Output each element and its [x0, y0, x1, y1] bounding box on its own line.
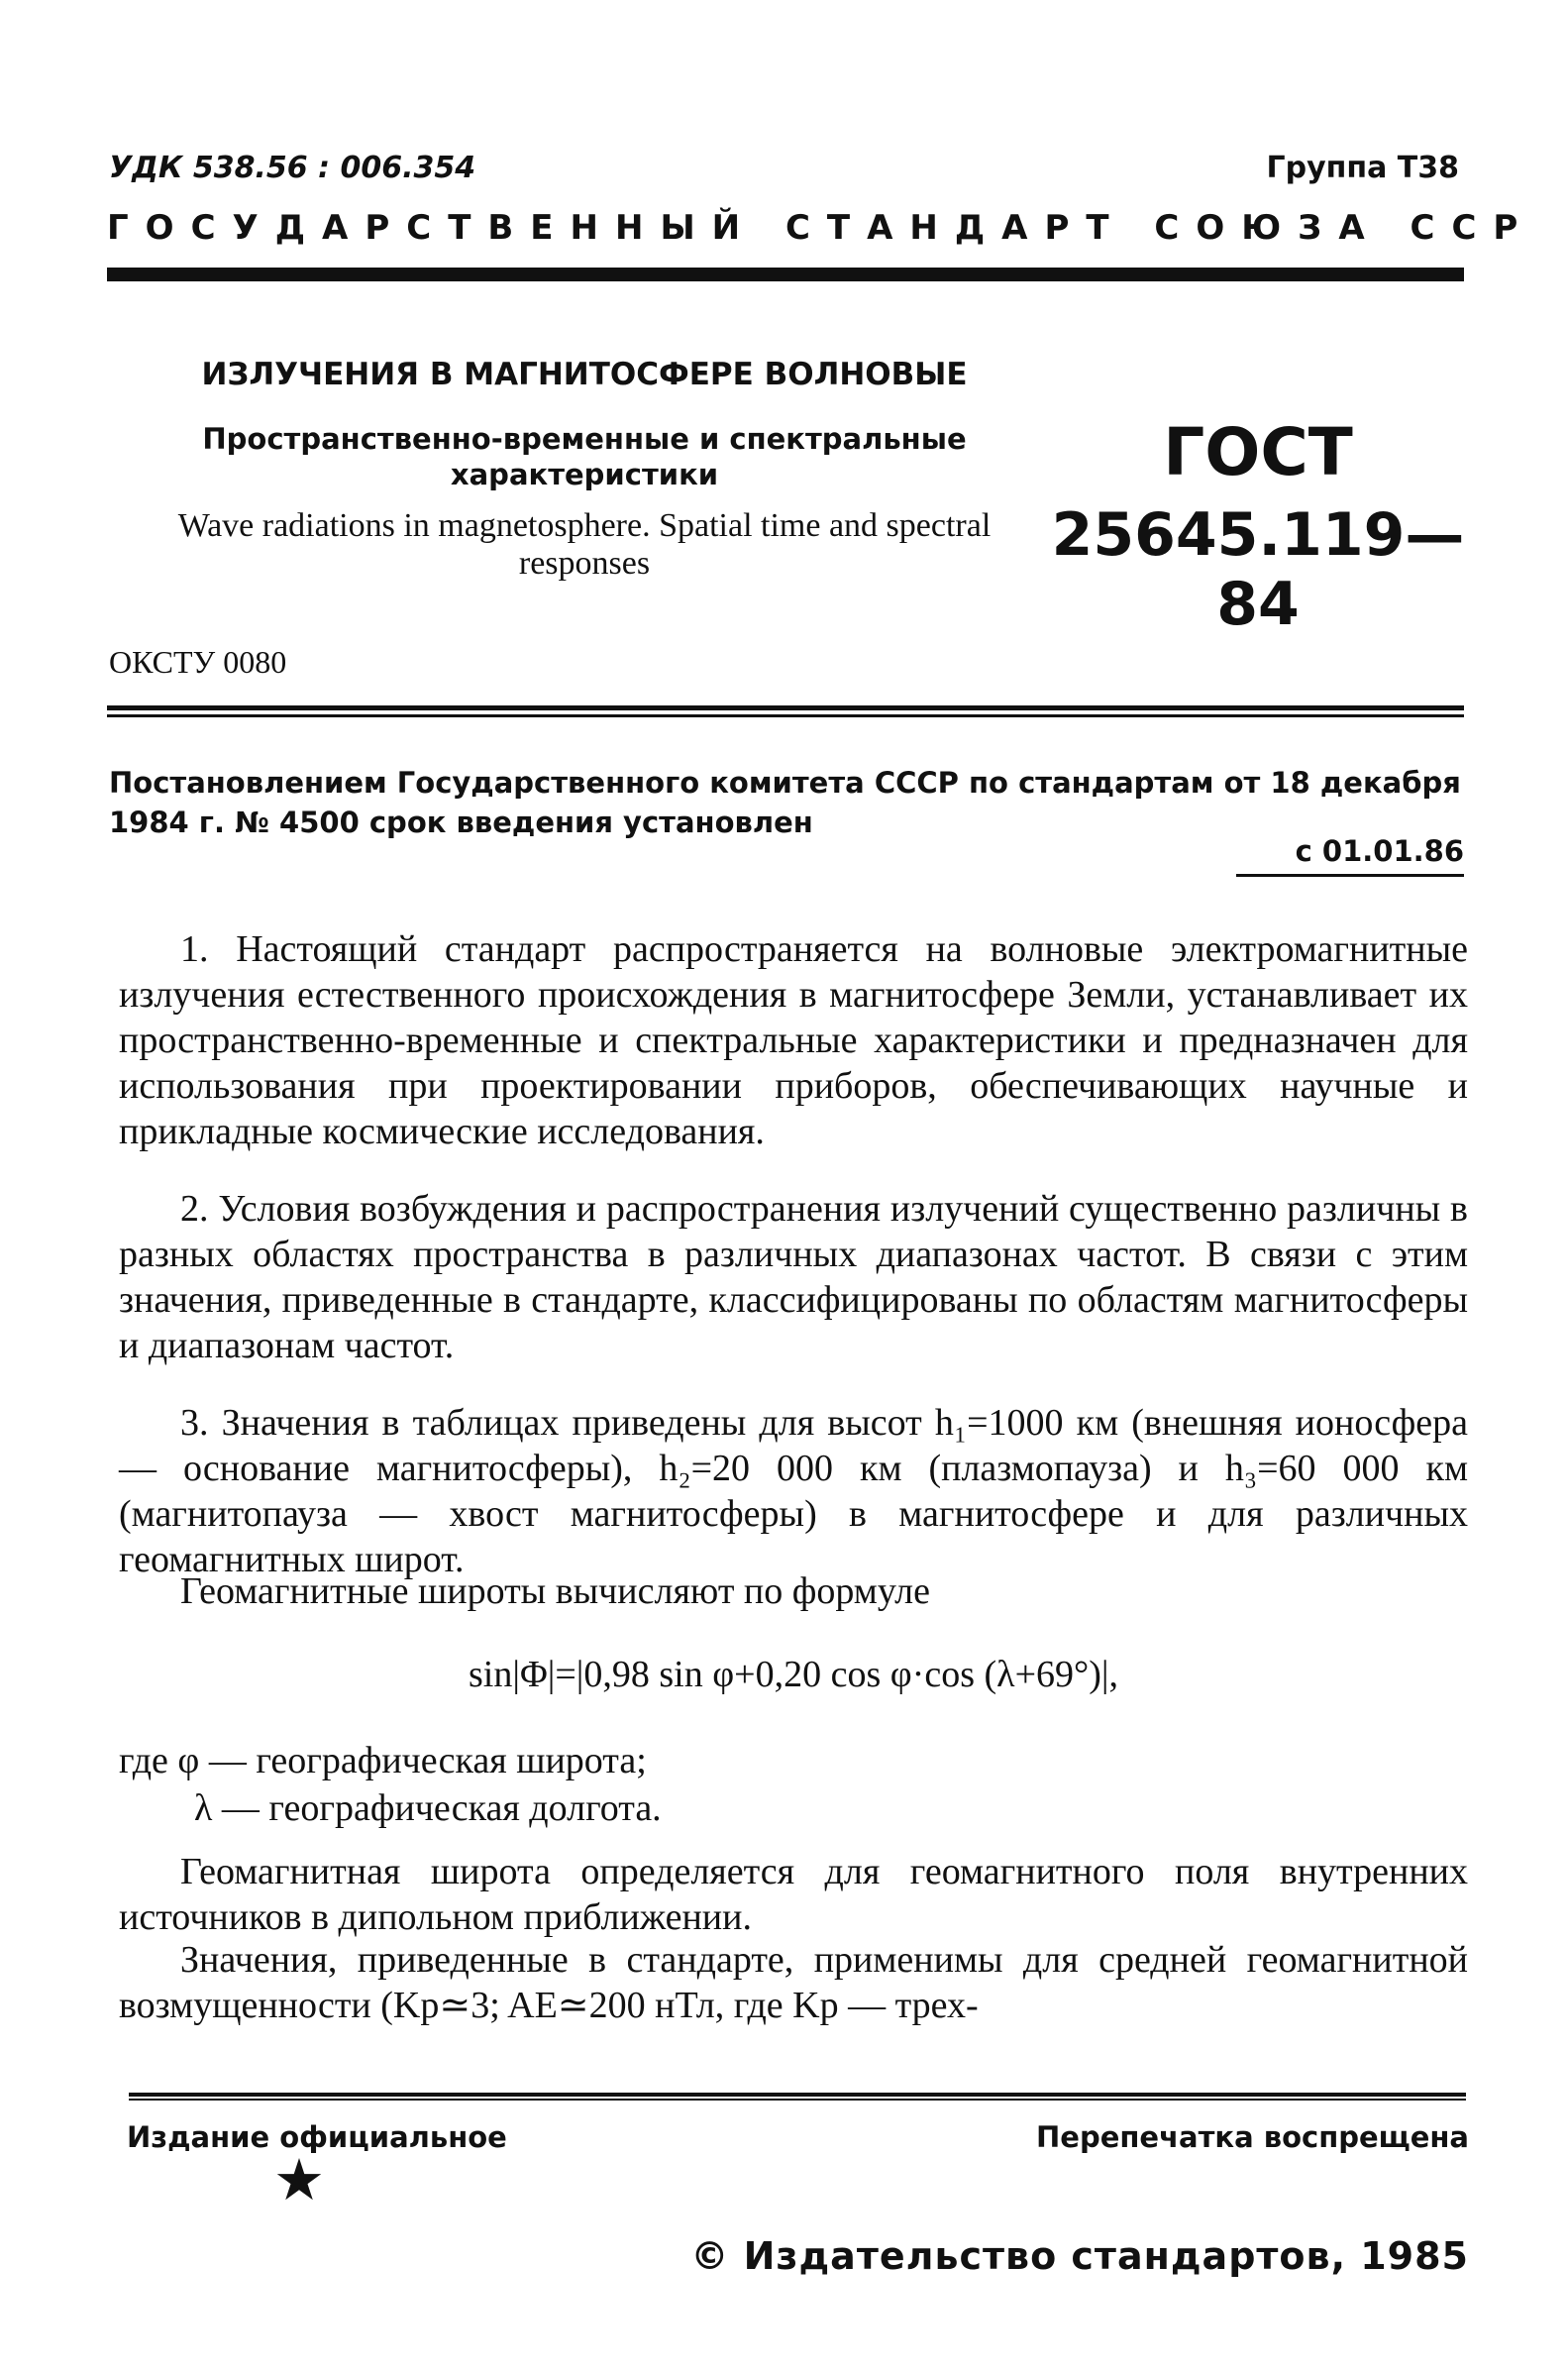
paragraph-5: Геомагнитная широта определяется для геомагнитного поля внутренних источников в дипольном приближении.	[119, 1851, 1468, 1938]
okstu-code: ОКСТУ 0080	[109, 644, 287, 680]
footer-rule	[129, 2093, 1466, 2101]
document-title: ИЗЛУЧЕНИЯ В МАГНИТОСФЕРЕ ВОЛНОВЫЕ	[201, 357, 968, 392]
gost-number: 25645.119—84	[1051, 500, 1465, 639]
group-code: Группа Т38	[1266, 151, 1459, 185]
decree-date: с 01.01.86	[1236, 834, 1464, 877]
official-edition: Издание официальное	[127, 2120, 507, 2154]
standard-title: ГОСУДАРСТВЕННЫЙ СТАНДАРТ СОЮЗА ССР	[107, 208, 1535, 248]
english-title: Wave radiations in magnetosphere. Spatial time and spectral responses	[177, 507, 992, 582]
udk-code: УДК 538.56 : 006.354	[109, 151, 476, 185]
where-phi: где φ — географическая широта;	[119, 1740, 647, 1781]
paragraph-3: 3. Значения в таблицах приведены для высот h₁=1000 км (внешняя ионосфера — основание магнитосферы), h₂=20 000 км (плазмопауза) и h₃=60 000 км (магнитопауза — хвост магнитосферы) в магнитосфере и для различных геомагнитных широт.	[119, 1402, 1468, 1580]
decree-text: Постановлением Государственного комитета СССР по стандартам от 18 декабря 1984 г. № 4500 срок введения установлен	[109, 766, 1461, 839]
title-rule	[107, 705, 1464, 717]
gost-label: ГОСТ	[1163, 414, 1353, 490]
latitude-formula: sin|Φ|=|0,98 sin φ+0,20 cos φ·cos (λ+69°)|,	[469, 1654, 1118, 1695]
document-subtitle: Пространственно-временные и спектральные характеристики	[202, 422, 967, 491]
where-lambda: λ — географическая долгота.	[194, 1787, 662, 1829]
paragraph-6: Значения, приведенные в стандарте, применимы для средней геомагнитной возмущенности (Kp≃3; AE≃200 нТл, где Kp — трех-	[119, 1939, 1468, 2026]
paragraph-formula-intro: Геомагнитные широты вычисляют по формуле	[180, 1570, 931, 1612]
header-rule	[107, 268, 1464, 281]
copyright: © Издательство стандартов, 1985	[690, 2234, 1469, 2278]
star-icon: ★	[273, 2146, 325, 2213]
paragraph-2: 2. Условия возбуждения и распространения излучений существенно различны в разных областях пространства в различных диапазонах частот. В связи с этим значения, приведенные в стандарте, классифицированы по областям магнитосферы и диапазонам частот.	[119, 1188, 1468, 1366]
reprint-prohibited: Перепечатка воспрещена	[1036, 2120, 1469, 2154]
paragraph-1: 1. Настоящий стандарт распространяется на волновые электромагнитные излучения естественного происхождения в магнитосфере Земли, устанавливает их пространственно-временные и спектральные характеристики и предназначен для использования при проектировании приборов, обеспечивающих научные и прикладные космические исследования.	[119, 928, 1468, 1152]
